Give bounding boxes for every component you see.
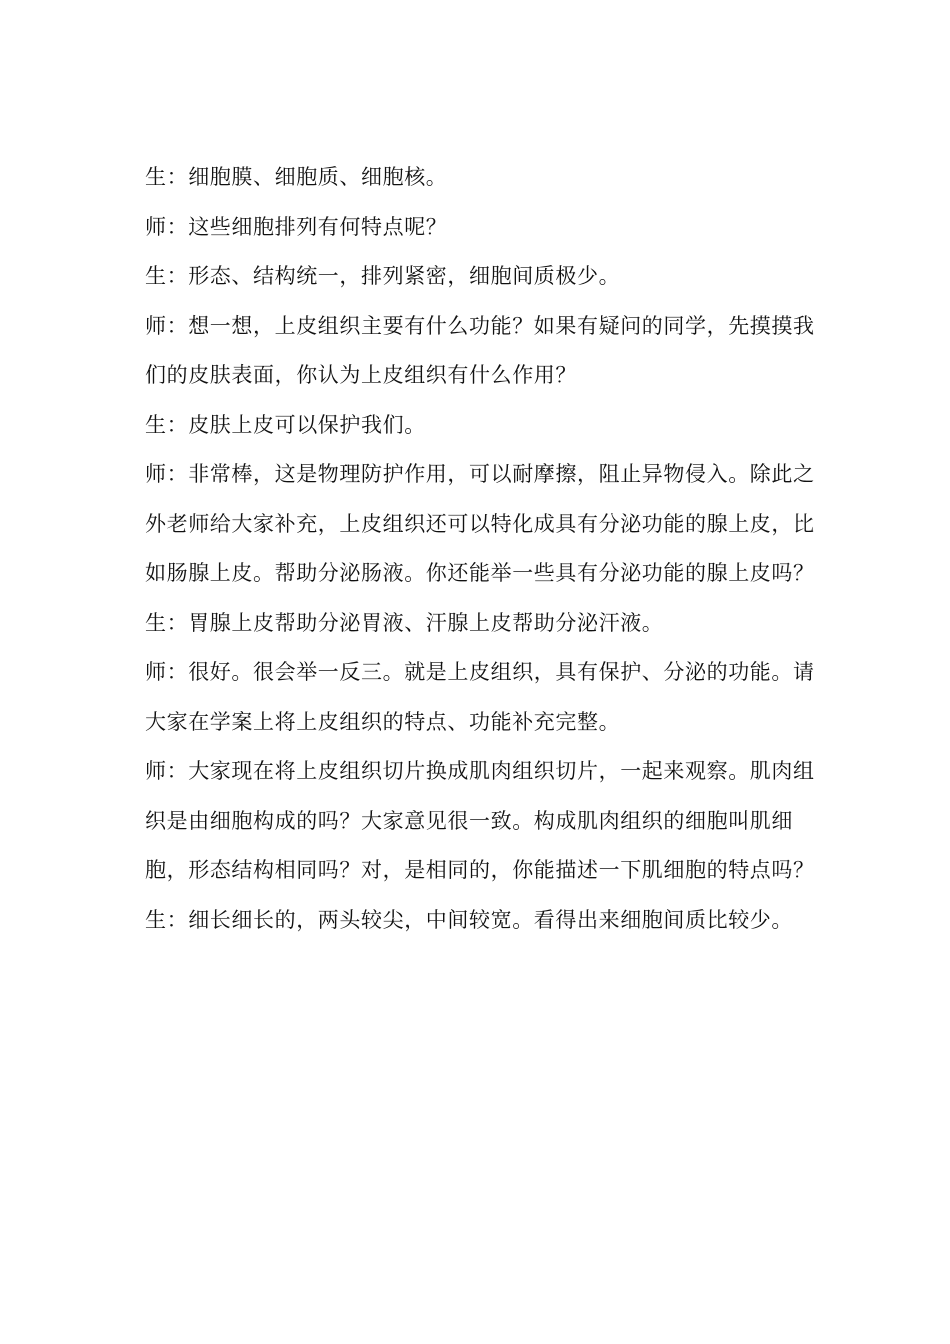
- dialogue-line-student-2: 生：形态、结构统一，排列紧密，细胞间质极少。: [145, 264, 621, 288]
- dialogue-line-student-1: 生：细胞膜、细胞质、细胞核。: [145, 165, 448, 189]
- dialogue-line-teacher-2: 师：想一想，上皮组织主要有什么功能？如果有疑问的同学，先摸摸我们的皮肤表面，你认为上皮组织有什么作用？: [145, 313, 815, 387]
- dialogue-line-student-4: 生：胃腺上皮帮助分泌胃液、汗腺上皮帮助分泌汗液。: [145, 610, 664, 635]
- dialogue-line-teacher-3: 师：非常棒，这是物理防护作用，可以耐摩擦，阻止异物侵入。除此之外老师给大家补充，上皮组织还可以特化成具有分泌功能的腺上皮，比如肠腺上皮。帮助分泌肠液。你还能举一些具有分泌功能的腺上皮吗？: [145, 462, 815, 585]
- dialogue-line-teacher-4: 师：很好。很会举一反三。就是上皮组织，具有保护、分泌的功能。请大家在学案上将上皮组织的特点、功能补充完整。: [145, 660, 815, 734]
- dialogue-line-student-5: 生：细长细长的，两头较尖，中间较宽。看得出来细胞间质比较少。: [145, 907, 793, 932]
- document-body: [145, 153, 815, 945]
- dialogue-line-student-3: 生：皮肤上皮可以保护我们。: [145, 412, 426, 437]
- dialogue-line-teacher-5: 师：大家现在将上皮组织切片换成肌肉组织切片，一起来观察。肌肉组织是由细胞构成的吗？大家意见很一致。构成肌肉组织的细胞叫肌细胞，形态结构相同吗？对，是相同的，你能描述一下肌细胞的特点吗？: [145, 759, 815, 882]
- dialogue-line-teacher-1: 师：这些细胞排列有何特点呢？: [145, 214, 448, 239]
